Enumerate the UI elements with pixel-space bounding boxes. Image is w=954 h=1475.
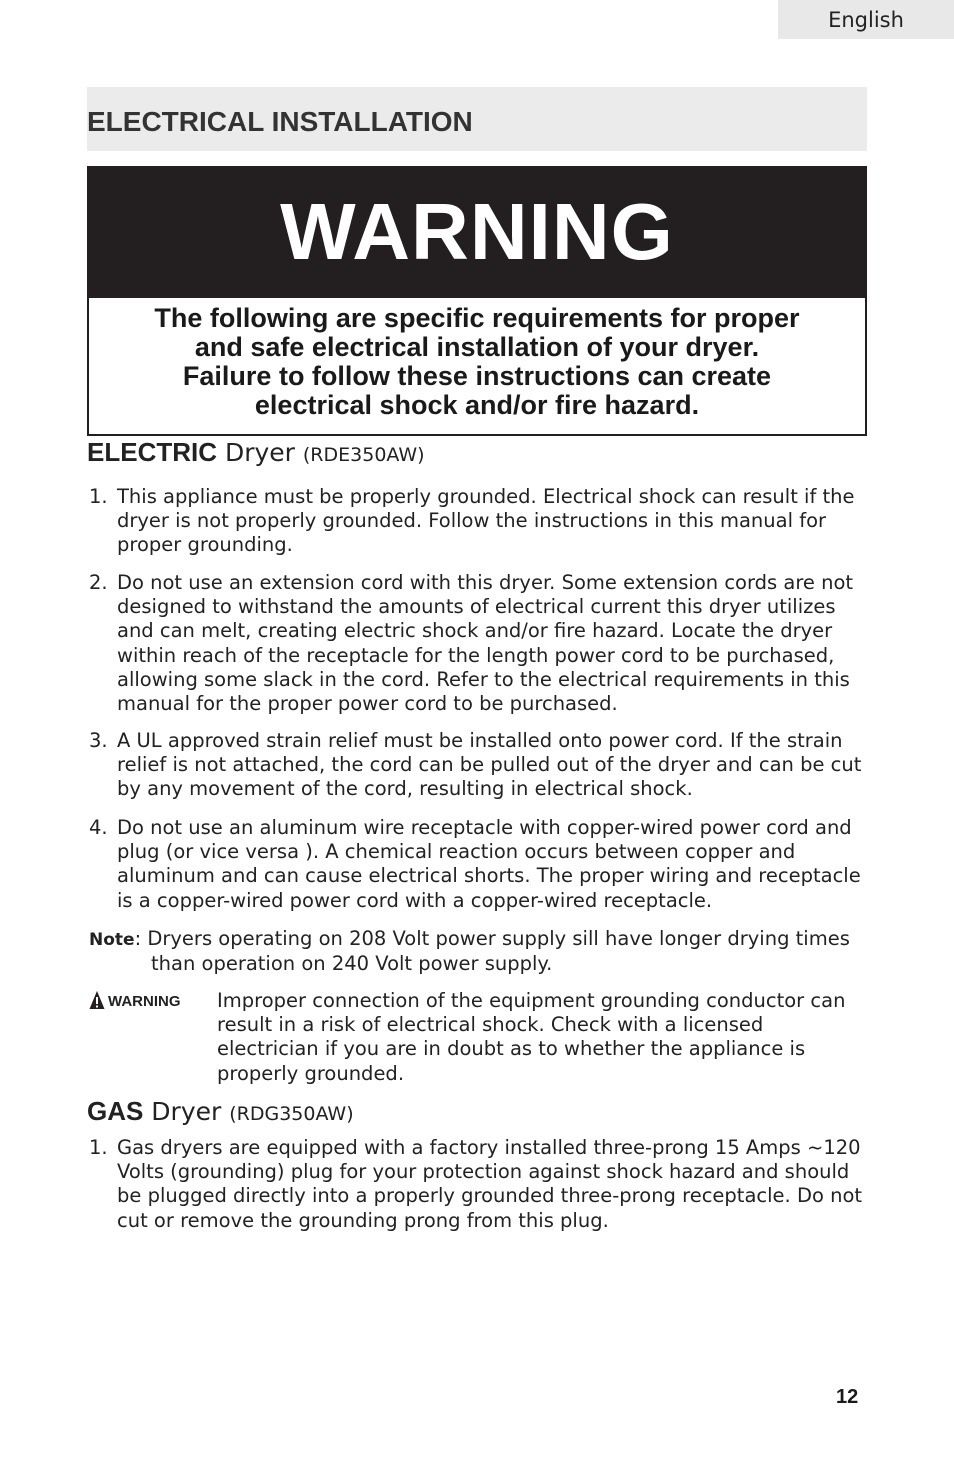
warning-line: and safe electrical installation of your dryer. bbox=[194, 332, 760, 362]
list-text: A UL approved strain relief must be installed onto power cord. If the strain relief is not attached, the cord can be pulled out of the dryer and can be cut by any movement of the cord, resulting in electrical shock. bbox=[117, 729, 862, 801]
inline-warning-label bbox=[89, 989, 181, 1015]
warning-box-text bbox=[89, 298, 865, 420]
list-item bbox=[89, 729, 869, 802]
gas-dryer-heading bbox=[87, 1096, 354, 1127]
list-item bbox=[89, 485, 869, 558]
electric-dryer-heading bbox=[87, 437, 425, 468]
section-header bbox=[87, 87, 867, 151]
inline-warning-text: Improper connection of the equipment grounding conductor can result in a risk of electrical shock. Check with a licensed electrician if you are in doubt as to whether the appliance is properly grounded. bbox=[217, 989, 846, 1085]
warning-line: electrical shock and/or fire hazard. bbox=[254, 390, 700, 420]
list-text: Gas dryers are equipped with a factory installed three-prong 15 Amps ~120 Volts (grounding) plug for your protection against shock hazard and should be plugged directly into a properly grounded three-prong receptacle. Do not cut or remove the grounding prong from this plug. bbox=[117, 1136, 863, 1232]
list-number: 1. bbox=[89, 1136, 108, 1159]
list-number: 3. bbox=[89, 729, 108, 752]
dryer-label: Dryer bbox=[224, 438, 295, 467]
gas-keyword: GAS bbox=[87, 1096, 144, 1126]
section-title: ELECTRICAL INSTALLATION bbox=[87, 106, 473, 137]
list-number: 2. bbox=[89, 571, 108, 594]
note: Note: Dryers operating on 208 Volt power supply sill have longer drying times than operation on 240 Volt power supply. bbox=[89, 927, 869, 976]
warning-banner-title: WARNING bbox=[280, 187, 674, 276]
inline-warning-label-text: WARNING bbox=[108, 993, 181, 1010]
gas-model: (RDG350AW) bbox=[229, 1103, 354, 1125]
list-text: Do not use an aluminum wire receptacle with copper-wired power cord and plug (or vice versa ). A chemical reaction occurs between copper and aluminum and can cause electrical shorts. The proper wiring and receptacle is a copper-wired power cord with a copper-wired receptacle. bbox=[117, 816, 861, 912]
list-number: 1. bbox=[89, 485, 108, 508]
page-number: 12 bbox=[836, 1386, 859, 1408]
list-item bbox=[89, 571, 869, 716]
list-item bbox=[89, 1136, 869, 1233]
note-label: Note bbox=[89, 930, 135, 950]
language-tab[interactable]: English bbox=[778, 0, 954, 39]
note-line-2: than operation on 240 Volt power supply. bbox=[151, 952, 553, 976]
warning-triangle-icon bbox=[89, 993, 108, 1010]
warning-box-body bbox=[87, 298, 867, 436]
warning-banner bbox=[87, 166, 867, 298]
electric-model: (RDE350AW) bbox=[302, 444, 425, 466]
warning-line: Failure to follow these instructions can create bbox=[182, 361, 772, 391]
list-number: 4. bbox=[89, 816, 108, 839]
list-text: This appliance must be properly grounded. Electrical shock can result if the dryer is not properly grounded. Follow the instructions in this manual for proper grounding. bbox=[117, 485, 855, 557]
dryer-label: Dryer bbox=[151, 1097, 222, 1126]
electric-keyword: ELECTRIC bbox=[87, 437, 217, 467]
warning-line: The following are specific requirements for proper bbox=[154, 303, 800, 333]
list-item bbox=[89, 816, 869, 913]
list-text: Do not use an extension cord with this dryer. Some extension cords are not designed to withstand the amounts of electrical current this dryer utilizes and can melt, creating electric shock and/or fire hazard. Locate the dryer within reach of the receptacle for the length power cord to be purchased, allowing some slack in the cord. Refer to the electrical requirements in this manual for the proper power cord to be purchased. bbox=[117, 571, 854, 716]
note-line-1: Dryers operating on 208 Volt power supply sill have longer drying times bbox=[147, 927, 850, 950]
